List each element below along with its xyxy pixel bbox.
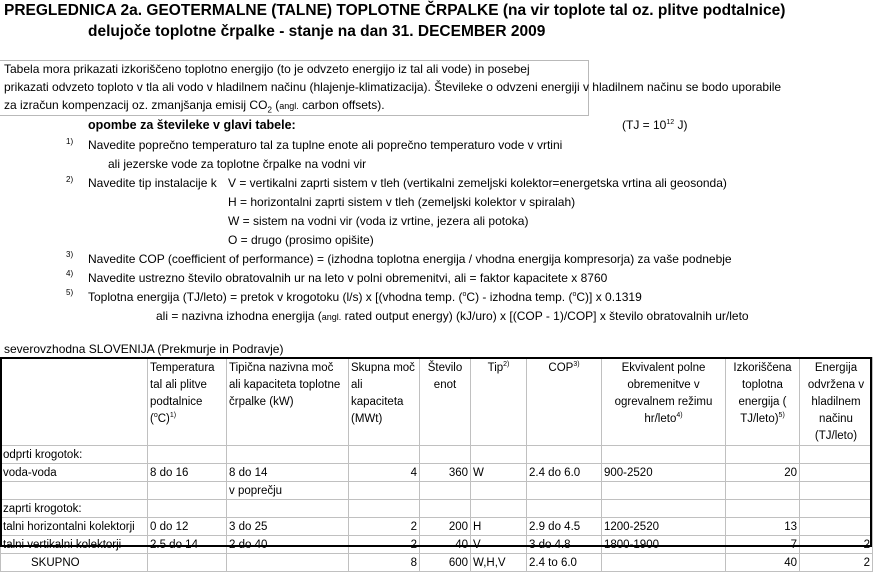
note-4-number: 4) <box>66 269 74 278</box>
cell-equiv: 1200-2520 <box>602 518 726 536</box>
cell-power: 8 do 14 <box>227 464 349 482</box>
cell-label: SKUPNO <box>1 554 148 572</box>
note-2-type-h: H = horizontalni zaprti sistem v tleh (zemeljski kolektor v spiralah) <box>228 195 576 209</box>
cell-equiv <box>602 500 726 518</box>
cell-power <box>227 554 349 572</box>
tj-definition: ($TJ = 10^{12}$ J) <box>622 118 688 132</box>
cell-cop: 2.4 to 6.0 <box>527 554 602 572</box>
note-2-type-w: W = sistem na vodni vir (voda iz vrtine, jezera ali potoka) <box>228 214 529 228</box>
cell-equiv <box>602 446 726 464</box>
note-4-line-1: Navedite ustrezno število obratovalnih ur na leto v polni obremenitvi, ali = faktor kapacitete x 8760 <box>88 271 608 285</box>
cell-total <box>349 500 420 518</box>
table-row <box>1 536 873 554</box>
note-2-line-1: Navedite tip instalacije k <box>88 176 217 190</box>
cell-total <box>349 482 420 500</box>
cell-temp <box>148 554 227 572</box>
table-row <box>1 464 873 482</box>
note-5-line-2: ali = nazivna izhodna energija (angl. rated output energy) (kJ/uro) x [(COP - 1)/COP] x število obratovalnih ur/leto <box>156 309 749 323</box>
cell-type: H <box>471 518 527 536</box>
cell-temp <box>148 500 227 518</box>
cell-label: talni vertikalni kolektorji <box>1 536 148 554</box>
cell-temp: 2.5 do 14 <box>148 536 227 554</box>
description-line-2: prikazati odvzeto toploto v tla ali vodo v hladilnem načinu (hlajenje-klimatizacija). Števileke o odvzeni energiji v hladilnem načinu se bodo uporabile <box>4 80 782 94</box>
cell-units: 600 <box>420 554 471 572</box>
heat-pump-table <box>0 357 873 572</box>
cell-power: 3 do 25 <box>227 518 349 536</box>
cell-used <box>726 500 800 518</box>
table-header-row <box>1 358 873 446</box>
cell-label: talni horizontalni kolektorji <box>1 518 148 536</box>
cell-units: 360 <box>420 464 471 482</box>
cell-cop: 3 do 4.8 <box>527 536 602 554</box>
cell-temp: 0 do 12 <box>148 518 227 536</box>
note-2-number: 2) <box>66 175 74 184</box>
cell-cooling <box>800 482 873 500</box>
cell-label: odprti krogotok: <box>1 446 148 464</box>
region-label: severovzhodna SLOVENIJA (Prekmurje in Podravje) <box>4 342 284 356</box>
cell-cooling: 2 <box>800 536 873 554</box>
cell-equiv: 1800-1900 <box>602 536 726 554</box>
cell-used: 7 <box>726 536 800 554</box>
note-2-type-v: V = vertikalni zaprti sistem v tleh (vertikalni zemeljski kolektor=energetska vrtina ali geosonda) <box>228 176 727 190</box>
cell-label: voda-voda <box>1 464 148 482</box>
header-used-energy: Izkoriščena toplotna energija ( TJ/leto)$^{5)}$ <box>726 358 800 446</box>
cell-cooling <box>800 464 873 482</box>
cell-power: v poprečju <box>227 482 349 500</box>
cell-type <box>471 482 527 500</box>
cell-equiv <box>602 482 726 500</box>
cell-power: 2 do 40 <box>227 536 349 554</box>
table-row <box>1 500 873 518</box>
cell-units: 40 <box>420 536 471 554</box>
cell-type: W,H,V <box>471 554 527 572</box>
cell-equiv <box>602 554 726 572</box>
table-row <box>1 446 873 464</box>
cell-total: 8 <box>349 554 420 572</box>
cell-cop <box>527 446 602 464</box>
header-temperature: Temperatura tal ali plitve podtalnice $(^oC)^{1)}$ <box>148 358 227 446</box>
header-units: Število enot <box>420 358 471 446</box>
cell-cooling <box>800 518 873 536</box>
header-total: Skupna moč ali kapaciteta (MWt) <box>349 358 420 446</box>
note-5-number: 5) <box>66 288 74 297</box>
cell-used: 13 <box>726 518 800 536</box>
cell-type <box>471 446 527 464</box>
header-cop: COP$^{3)}$ <box>527 358 602 446</box>
cell-total: 2 <box>349 536 420 554</box>
cell-label <box>1 482 148 500</box>
cell-cooling: 2 <box>800 554 873 572</box>
cell-cop: 2.4 do 6.0 <box>527 464 602 482</box>
cell-total: 4 <box>349 464 420 482</box>
cell-cop <box>527 482 602 500</box>
cell-equiv: 900-2520 <box>602 464 726 482</box>
cell-cooling <box>800 446 873 464</box>
cell-units <box>420 500 471 518</box>
cell-temp <box>148 482 227 500</box>
cell-temp: 8 do 16 <box>148 464 227 482</box>
header-equivalent: Ekvivalent polne obremenitve v ogrevalnem režimu hr/leto$^{4)}$ <box>602 358 726 446</box>
cell-used: 40 <box>726 554 800 572</box>
header-label <box>1 358 148 446</box>
cell-temp <box>148 446 227 464</box>
header-cooling-energy: Energija odvržena v hladilnem načinu (TJ/leto) <box>800 358 873 446</box>
description-line-1: Tabela mora prikazati izkoriščeno toplotno energijo (to je odvzeto energijo iz tal ali vode) in posebej <box>4 62 530 76</box>
cell-type <box>471 500 527 518</box>
cell-type: V <box>471 536 527 554</box>
note-3-number: 3) <box>66 250 74 259</box>
header-type: Tip$^{2)}$ <box>471 358 527 446</box>
cell-cop <box>527 500 602 518</box>
note-5-line-1: Toplotna energija (TJ/leto) = pretok v krogotoku (l/s) x [(vhodna temp. ($^o$C) - izhodna temp. ($^o$C)] x 0.1319 <box>88 290 642 304</box>
cell-used: 20 <box>726 464 800 482</box>
cell-units <box>420 482 471 500</box>
cell-units: 200 <box>420 518 471 536</box>
cell-label: zaprti krogotok: <box>1 500 148 518</box>
cell-total: 2 <box>349 518 420 536</box>
note-2-type-o: O = drugo (prosimo opišite) <box>228 233 374 247</box>
header-power: Tipična nazivna moč ali kapaciteta toplotne črpalke (kW) <box>227 358 349 446</box>
cell-units <box>420 446 471 464</box>
cell-total <box>349 446 420 464</box>
table-row <box>1 554 873 572</box>
cell-used <box>726 482 800 500</box>
page-title: PREGLEDNICA 2a. GEOTERMALNE (TALNE) TOPLOTNE ČRPALKE (na vir toplote tal oz. plitve podtalnice) <box>4 2 786 19</box>
table-row <box>1 518 873 536</box>
cell-used <box>726 446 800 464</box>
page-subtitle: delujoče toplotne črpalke - stanje na dan 31. DECEMBER 2009 <box>88 23 546 40</box>
note-1-line-2: ali jezerske vode za toplotne črpalke na vodni vir <box>108 157 367 171</box>
note-1-number: 1) <box>66 137 74 146</box>
table-row <box>1 482 873 500</box>
description-line-3: za izračun kompenzacij oz. zmanjšanja emisij $CO_2$ (angl. carbon offsets). <box>4 98 385 115</box>
cell-power <box>227 500 349 518</box>
cell-cooling <box>800 500 873 518</box>
cell-cop: 2.9 do 4.5 <box>527 518 602 536</box>
note-1-line-1: Navedite poprečno temperaturo tal za tuplne enote ali poprečno temperaturo vode v vrtini <box>88 138 563 152</box>
note-3-line-1: Navedite COP (coefficient of performance) = (izhodna toplotna energija / vhodna energija kompresorja) za vaše podnebje <box>88 252 732 266</box>
cell-type: W <box>471 464 527 482</box>
cell-power <box>227 446 349 464</box>
notes-heading: opombe za števileke v glavi tabele: <box>88 118 296 132</box>
